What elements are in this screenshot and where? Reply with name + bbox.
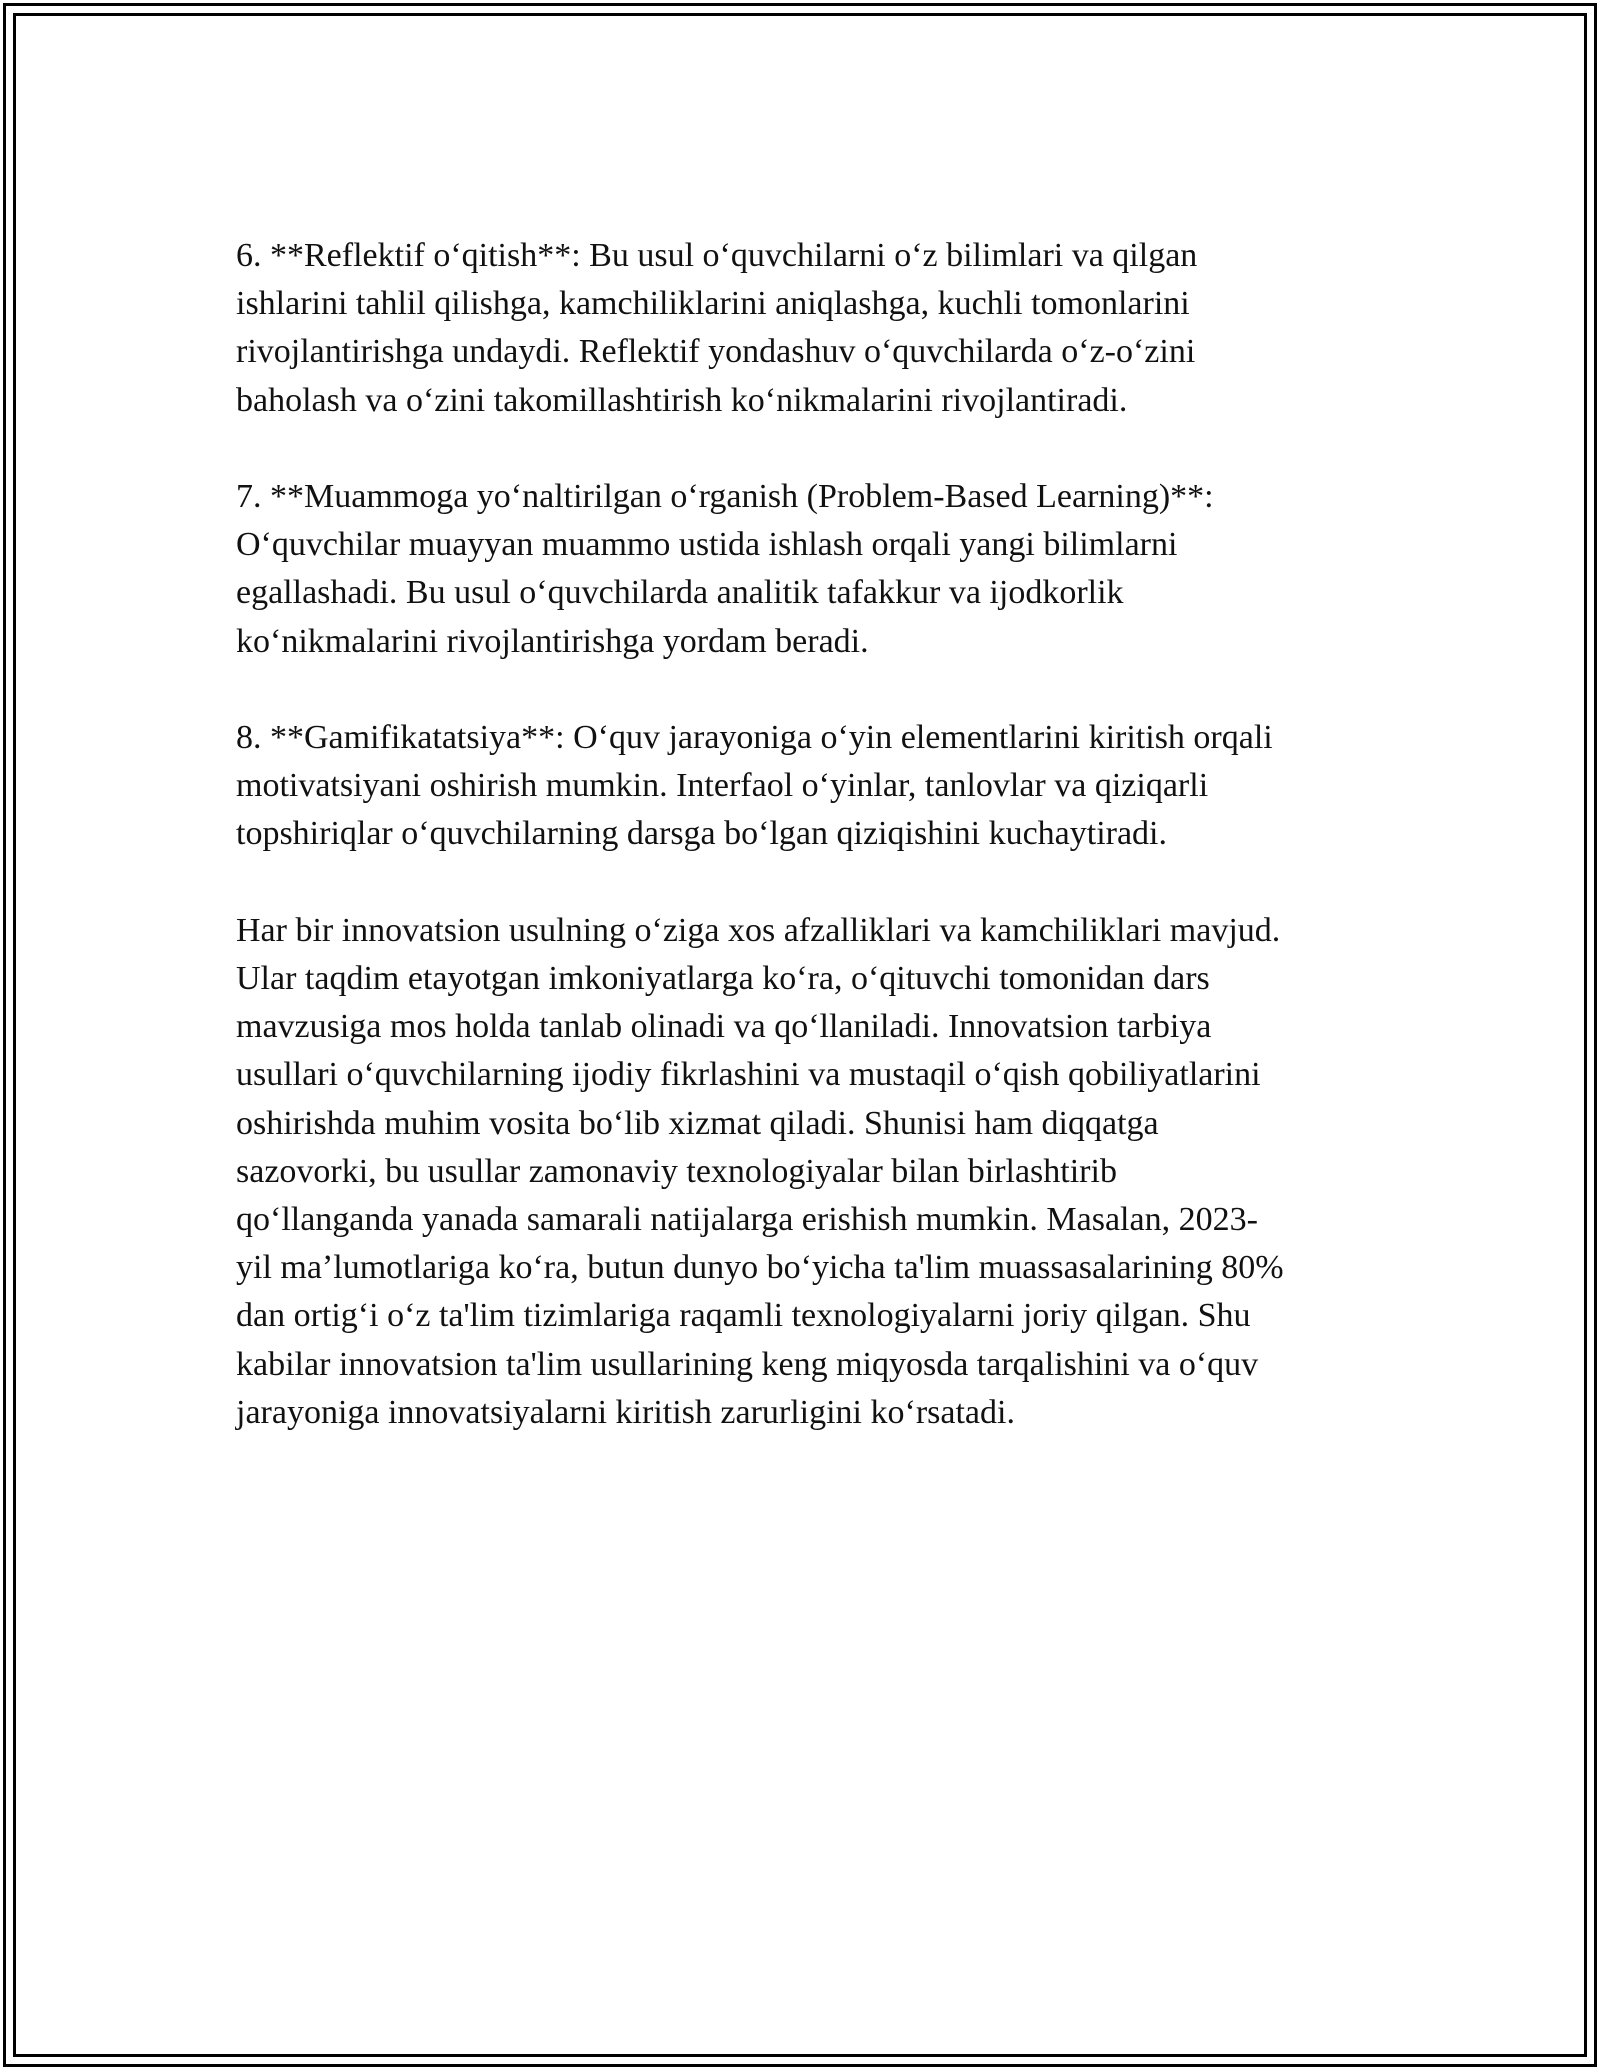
text-line: Har bir innovatsion usulning oʻziga xos afzalliklari va kamchiliklari mavjud. xyxy=(236,911,1281,949)
text-line: qoʻllanganda yanada samarali natijalarga erishish mumkin. Masalan, 2023- xyxy=(236,1201,1258,1239)
paragraph-problem-based-learning xyxy=(236,473,1396,666)
text-line: Ular taqdim etayotgan imkoniyatlarga koʻra, oʻqituvchi tomonidan dars xyxy=(236,960,1210,997)
text-line: jarayoniga innovatsiyalarni kiritish zarurligini koʻrsatadi. xyxy=(236,1393,1015,1431)
text-line: 6. **Reflektif oʻqitish**: Bu usul oʻquvchilarni oʻz bilimlari va qilgan xyxy=(236,237,1198,274)
text-line: usullari oʻquvchilarning ijodiy fikrlashini va mustaqil oʻqish qobiliyatlarini xyxy=(236,1056,1261,1094)
text-line: baholash va oʻzini takomillashtirish koʻnikmalarini rivojlantiradi. xyxy=(236,381,1128,419)
paragraph-conclusion xyxy=(236,907,1396,1437)
text-line: dan ortigʻi oʻz ta'lim tizimlariga raqamli texnologiyalarni joriy qilgan. Shu xyxy=(236,1297,1251,1335)
paragraph-gamifikatsiya xyxy=(236,714,1396,859)
text-line: motivatsiyani oshirish mumkin. Interfaol oʻyinlar, tanlovlar va qiziqarli xyxy=(236,767,1209,805)
text-line: 8. **Gamifikatatsiya**: Oʻquv jarayoniga oʻyin elementlarini kiritish orqali xyxy=(236,719,1273,756)
text-line: oshirishda muhim vosita boʻlib xizmat qiladi. Shunisi ham diqqatga xyxy=(236,1104,1159,1142)
text-line: Oʻquvchilar muayyan muammo ustida ishlash orqali yangi bilimlarni xyxy=(236,526,1178,564)
text-line: sazovorki, bu usullar zamonaviy texnologiyalar bilan birlashtirib xyxy=(236,1152,1117,1190)
paragraph-reflektif xyxy=(236,232,1396,425)
text-line: koʻnikmalarini rivojlantirishga yordam beradi. xyxy=(236,622,869,660)
text-line: yil maʼlumotlariga koʻra, butun dunyo boʻyicha ta'lim muassasalarining 80% xyxy=(236,1249,1284,1287)
text-line: egallashadi. Bu usul oʻquvchilarda analitik tafakkur va ijodkorlik xyxy=(236,574,1124,612)
text-line: topshiriqlar oʻquvchilarning darsga boʻlgan qiziqishini kuchaytiradi. xyxy=(236,815,1167,853)
document-body xyxy=(236,232,1396,1437)
text-line: mavzusiga mos holda tanlab olinadi va qoʻllaniladi. Innovatsion tarbiya xyxy=(236,1008,1212,1046)
text-line: rivojlantirishga undaydi. Reflektif yondashuv oʻquvchilarda oʻz-oʻzini xyxy=(236,333,1196,371)
text-line: ishlarini tahlil qilishga, kamchiliklarini aniqlashga, kuchli tomonlarini xyxy=(236,285,1190,323)
text-line: kabilar innovatsion ta'lim usullarining keng miqyosda tarqalishini va oʻquv xyxy=(236,1345,1259,1383)
text-line: 7. **Muammoga yoʻnaltirilgan oʻrganish (Problem-Based Learning)**: xyxy=(236,478,1214,515)
